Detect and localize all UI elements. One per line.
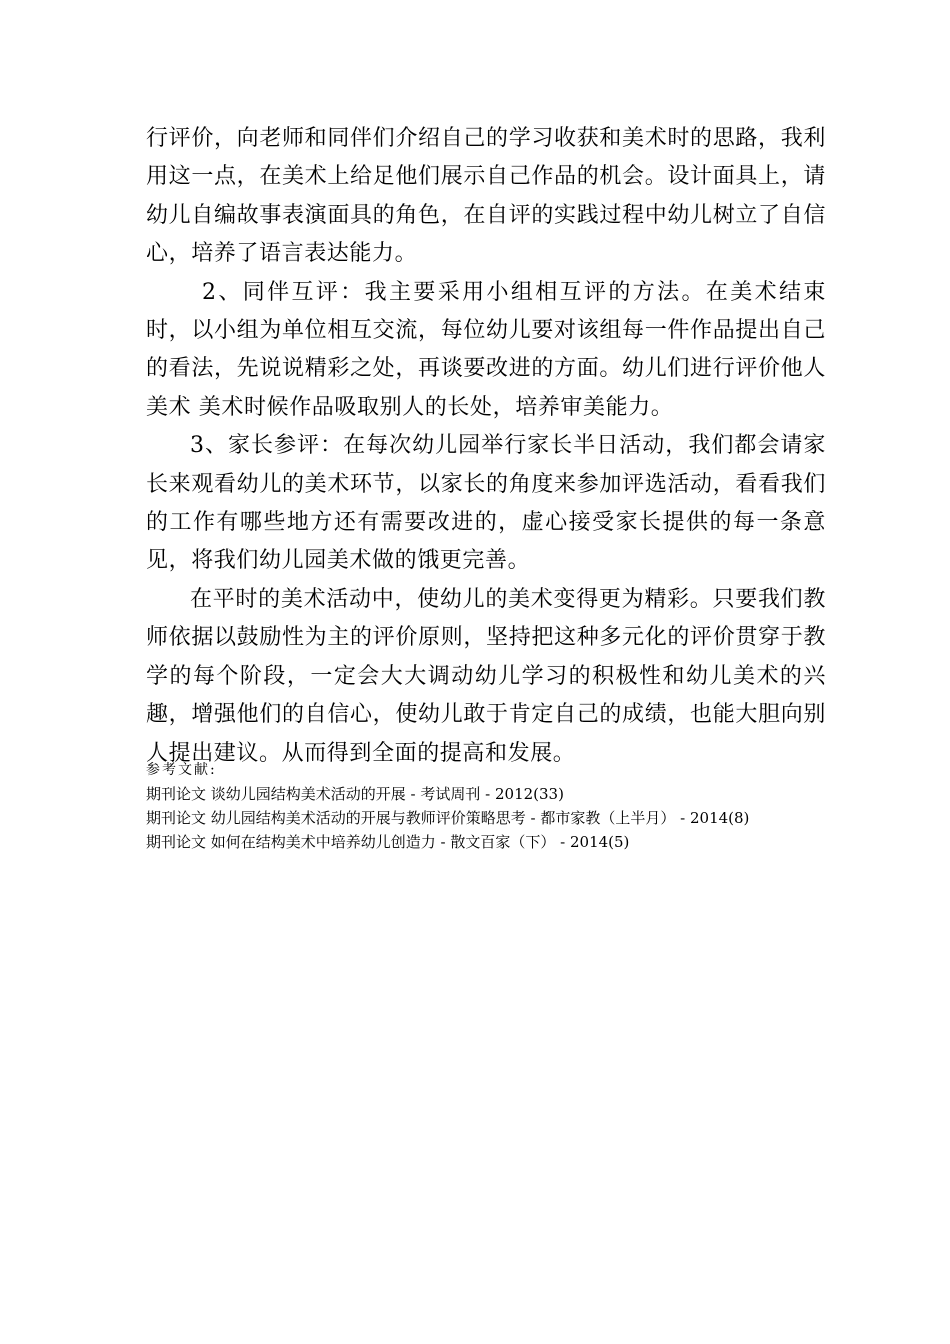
paragraph-peer-evaluation: 2、同伴互评：我主要采用小组相互评的方法。在美术结束时，以小组为单位相互交流，每位幼儿要对该组每一件作品提出自己的看法，先说说精彩之处，再谈要改进的方面。幼儿们进行评价他人美术 美术时候作品吸取别人的长处，培养审美能力。: [146, 279, 826, 420]
reference-item: 期刊论文 幼儿园结构美术活动的开展与教师评价策略思考 - 都市家教（上半月） - 2014(8): [146, 809, 750, 827]
reference-item: 期刊论文 谈幼儿园结构美术活动的开展 - 考试周刊 - 2012(33): [146, 785, 564, 803]
paragraph-self-evaluation: 行评价，向老师和同伴们介绍自己的学习收获和美术时的思路，我利用这一点，在美术上给足他们展示自己作品的机会。设计面具上，请幼儿自编故事表演面具的角色，在自评的实践过程中幼儿树立了自信心，培养了语言表达能力。: [146, 126, 826, 267]
paragraph-conclusion: 在平时的美术活动中，使幼儿的美术变得更为精彩。只要我们教师依据以鼓励性为主的评价原则，坚持把这种多元化的评价贯穿于教学的每个阶段，一定会大大调动幼儿学习的积极性和幼儿美术的兴趣，增强他们的自信心，使幼儿敢于肯定自己的成绩，也能大胆向别人提出建议。从而得到全面的提高和发展。: [146, 586, 826, 766]
references-section: [146, 758, 866, 854]
references-title: 参考文献:: [146, 762, 217, 778]
reference-item: 期刊论文 如何在结构美术中培养幼儿创造力 - 散文百家（下） - 2014(5): [146, 833, 630, 851]
body-text: [146, 120, 826, 773]
paragraph-parent-evaluation: 3、家长参评：在每次幼儿园举行家长半日活动，我们都会请家长来观看幼儿的美术环节，以家长的角度来参加评选活动，看看我们的工作有哪些地方还有需要改进的，虚心接受家长提供的每一条意见，将我们幼儿园美术做的饿更完善。: [146, 433, 826, 574]
